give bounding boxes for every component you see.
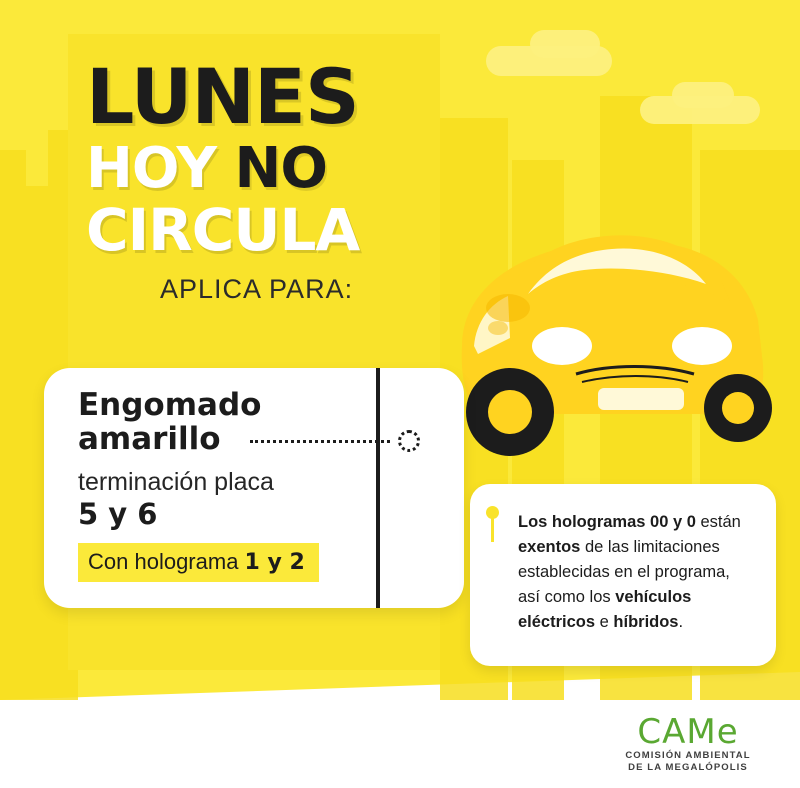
plate-label: terminación placa	[78, 468, 274, 496]
hologram-values: 1 y 2	[244, 550, 305, 575]
note-part-2: están	[695, 513, 741, 531]
hologram-badge	[78, 543, 319, 582]
note-part-3: de las limitaciones establecidas en el programa, así como los	[518, 538, 730, 606]
came-logo	[600, 714, 776, 774]
headline-day: LUNES	[86, 52, 359, 141]
note-part-4: e	[595, 613, 614, 631]
headline-block	[86, 52, 446, 305]
headline-no: NO	[234, 136, 328, 201]
plate-digits: 5 y 6	[78, 497, 158, 531]
headline-circula: CIRCULA	[86, 196, 360, 264]
came-logo-line-2: DE LA MEGALÓPOLIS	[628, 762, 748, 773]
hologram-prefix: Con holograma	[88, 549, 245, 574]
building-shape	[0, 150, 26, 700]
headline-line-2	[86, 136, 446, 201]
exemption-note-text	[518, 510, 750, 635]
headline-hoy: HOY	[86, 136, 235, 201]
note-bold-4: híbridos	[613, 613, 679, 631]
dotted-leader-endpoint-icon	[398, 430, 420, 452]
sticker-line-1: Engomado	[78, 387, 262, 423]
note-part-1: Los hologramas 00 y 0	[518, 513, 696, 531]
car-illustration	[450, 196, 780, 476]
headline-applies-to: APLICA PARA:	[160, 274, 354, 304]
sticker-line-2: amarillo	[78, 421, 221, 457]
cloud-shape	[530, 30, 600, 58]
pin-stem-icon	[491, 516, 494, 542]
info-card-text	[78, 388, 378, 582]
note-bold-2: exentos	[518, 538, 581, 556]
came-logo-mark: CAMe	[637, 712, 739, 752]
note-bold-3: vehículos eléctricos	[518, 588, 692, 631]
cloud-shape	[672, 82, 734, 108]
came-logo-line-1: COMISIÓN AMBIENTAL	[625, 750, 751, 761]
note-part-5: .	[678, 613, 684, 631]
